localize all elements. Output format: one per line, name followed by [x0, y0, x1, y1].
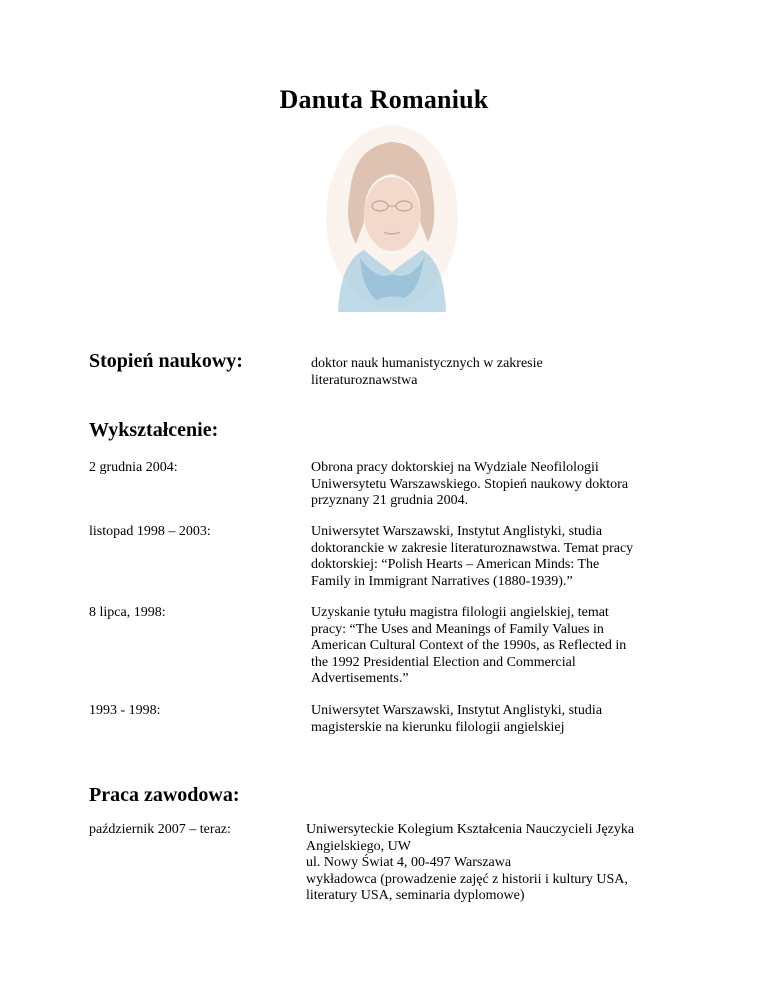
education-heading: Wykształcenie: [89, 419, 219, 441]
education-text: Uniwersytet Warszawski, Instytut Anglistyki, studia magisterskie na kierunku filologii angielskiej [311, 703, 603, 735]
education-date: 8 lipca, 1998: [89, 605, 166, 620]
education-date: listopad 1998 – 2003: [89, 524, 211, 539]
education-text: Uzyskanie tytułu magistra filologii angielskiej, temat pracy: “The Uses and Meanings of Family Values in American Cultural Context of the 1990s, as Reflected in the 1992 Presidential Election and Commercial Advertisements.” [311, 605, 627, 686]
portrait-photo [320, 122, 460, 312]
education-text: Obrona pracy doktorskiej na Wydziale Neofilologii Uniwersytetu Warszawskiego. Stopień naukowy doktora przyznany 21 grudnia 2004. [311, 460, 629, 508]
work-date: październik 2007 – teraz: [89, 822, 231, 837]
page-title: Danuta Romaniuk [279, 85, 489, 114]
education-text: Uniwersytet Warszawski, Instytut Anglistyki, studia doktoranckie w zakresie literaturoznawstwa. Temat pracy doktorskiej: “Polish Hearts – American Minds: The Family in Immigrant Narratives (1880-1939).” [311, 524, 634, 589]
degree-value: doktor nauk humanistycznych w zakresie literaturoznawstwa [311, 356, 543, 388]
work-text: Uniwersyteckie Kolegium Kształcenia Nauczycieli Języka Angielskiego, UW ul. Nowy Świat 4, 00-497 Warszawa wykładowca (prowadzenie zajęć z historii i kultury USA, literatury USA, seminaria dyplomowe) [306, 822, 635, 903]
degree-heading: Stopień naukowy: [89, 350, 243, 372]
education-date: 2 grudnia 2004: [89, 460, 178, 475]
education-date: 1993 - 1998: [89, 703, 161, 718]
work-heading: Praca zawodowa: [89, 784, 240, 806]
